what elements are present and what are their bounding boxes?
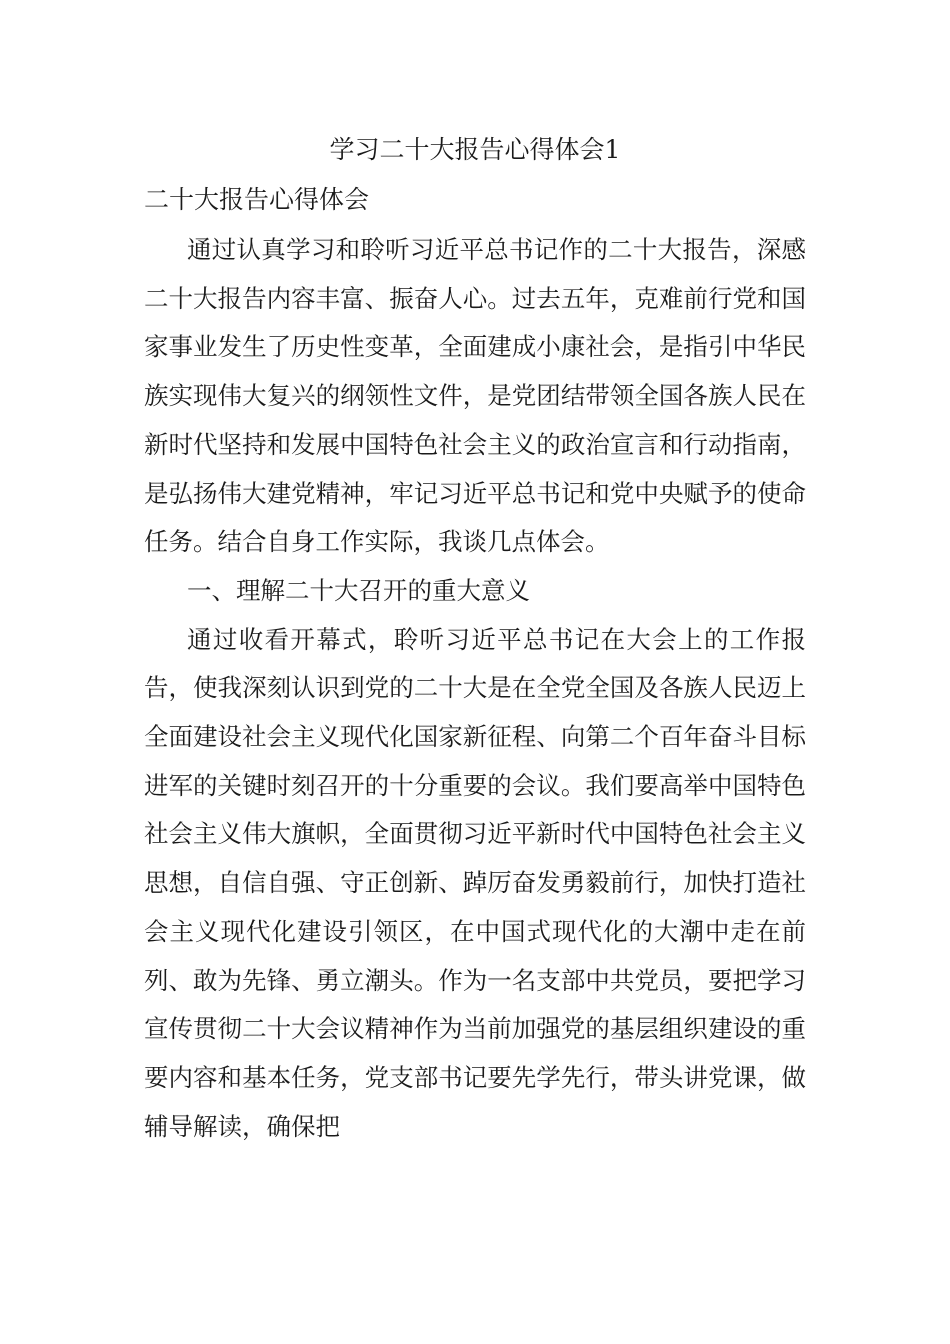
document-title: 学习二十大报告心得体会1 — [329, 135, 621, 164]
document-body — [144, 226, 806, 1151]
section-heading-1: 一、理解二十大召开的重大意义 — [187, 575, 530, 605]
paragraph-intro: 通过认真学习和聆听习近平总书记作的二十大报告，深感二十大报告内容丰富、振奋人心。过去五年，克难前行党和国家事业发生了历史性变革，全面建成小康社会，是指引中华民族实现伟大复兴的纲领性文件，是党团结带领全国各族人民在新时代坚持和发展中国特色社会主义的政治宣言和行动指南，是弘扬伟大建党精神，牢记习近平总书记和党中央赋予的使命任务。结合自身工作实际，我谈几点体会。 — [144, 235, 806, 557]
document-subtitle: 二十大报告心得体会 — [144, 185, 370, 214]
paragraph-section-1: 通过收看开幕式，聆听习近平总书记在大会上的工作报告，使我深刻认识到党的二十大是在全党全国及各族人民迈上全面建设社会主义现代化国家新征程、向第二个百年奋斗目标进军的关键时刻召开的十分重要的会议。我们要高举中国特色社会主义伟大旗帜，全面贯彻习近平新时代中国特色社会主义思想，自信自强、守正创新、踔厉奋发勇毅前行，加快打造社会主义现代化建设引领区，在中国式现代化的大潮中走在前列、敢为先锋、勇立潮头。作为一名支部中共党员，要把学习宣传贯彻二十大会议精神作为当前加强党的基层组织建设的重要内容和基本任务，党支部书记要先学先行，带头讲党课，做辅导解读，确保把 — [144, 624, 806, 1141]
